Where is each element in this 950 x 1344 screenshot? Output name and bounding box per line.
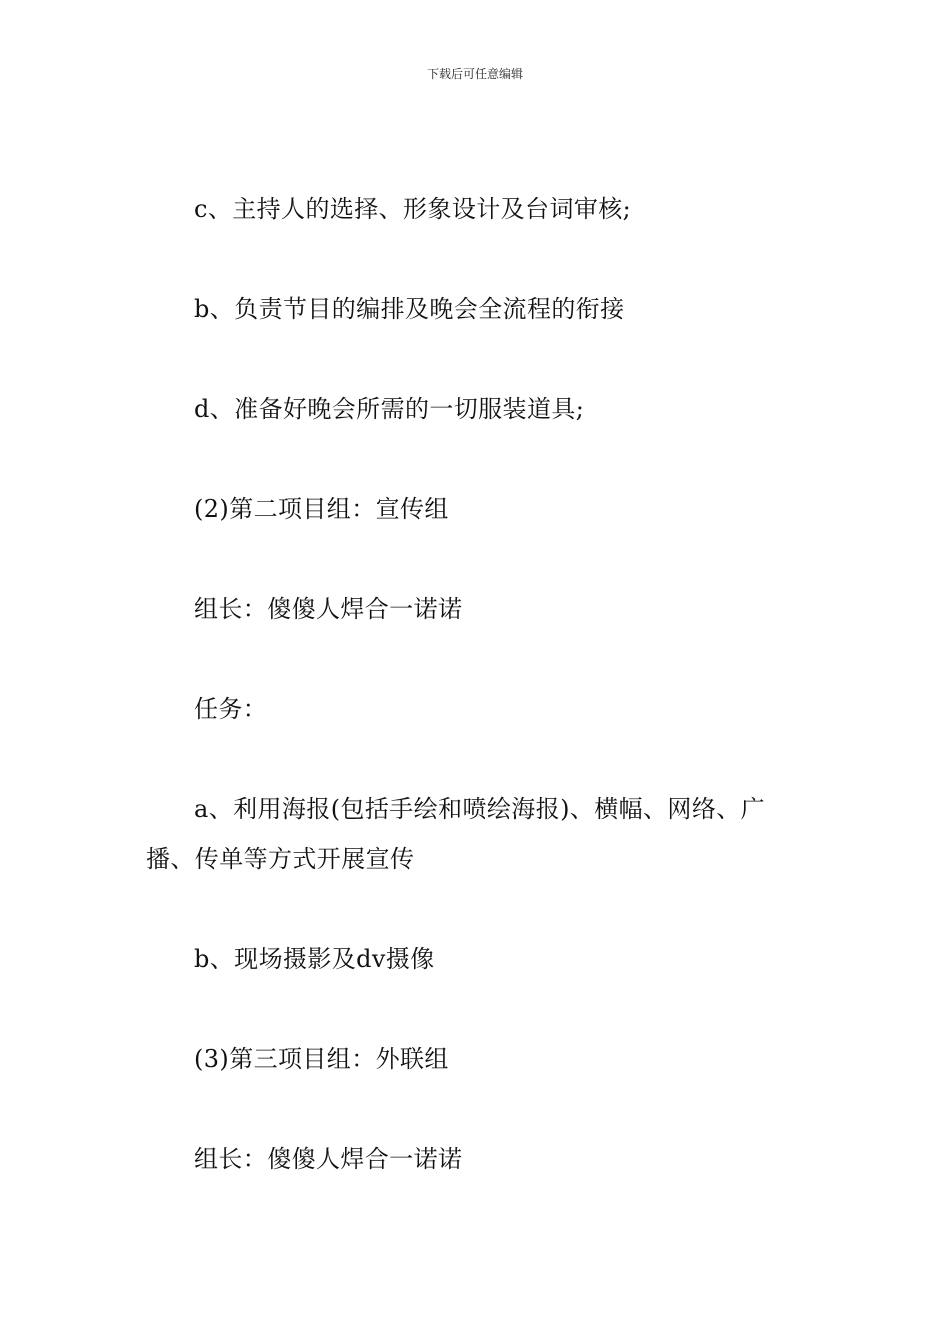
paragraph-host-selection: c、主持人的选择、形象设计及台词审核; <box>194 195 632 223</box>
paragraph-program-arrangement: b、负责节目的编排及晚会全流程的衔接 <box>194 295 625 323</box>
document-body <box>146 184 811 1184</box>
paragraph-group-2-title: (2)第二项目组：宣传组 <box>194 495 449 523</box>
paragraph-tasks-label: 任务： <box>194 695 268 723</box>
paragraph-group-3-title: (3)第三项目组：外联组 <box>194 1045 449 1073</box>
paragraph-group-3-leader: 组长：傻傻人焊合一诺诺 <box>194 1145 463 1173</box>
paragraph-group-2-leader: 组长：傻傻人焊合一诺诺 <box>194 595 463 623</box>
paragraph-publicity-methods: a、利用海报(包括手绘和喷绘海报)、横幅、网络、广播、传单等方式开展宣传 <box>146 795 766 873</box>
page-header-note: 下载后可任意编辑 <box>426 67 523 81</box>
paragraph-costumes-props: d、准备好晚会所需的一切服装道具; <box>194 395 585 423</box>
paragraph-photography: b、现场摄影及dv摄像 <box>194 945 435 973</box>
